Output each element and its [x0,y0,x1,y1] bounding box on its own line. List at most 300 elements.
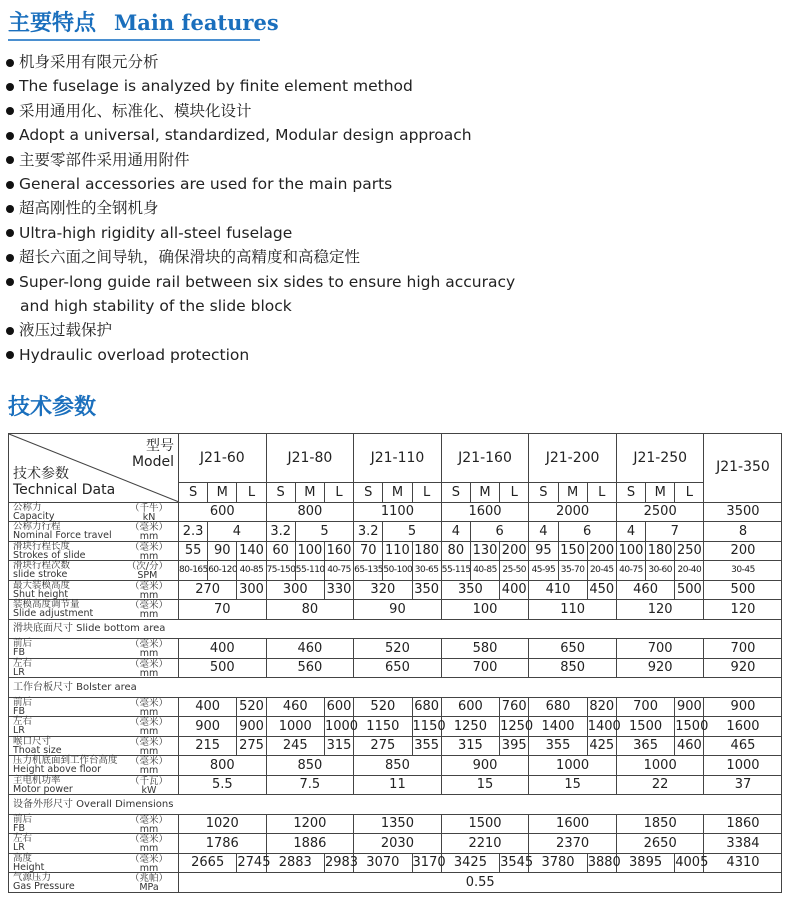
corner-tech [13,466,115,498]
row-label [9,561,179,581]
label-en: Shut height [13,588,69,600]
row-label [9,814,179,834]
unit-cn: （毫米） [129,834,168,845]
main-features-heading [8,6,279,37]
section-title: 滑块底面尺寸 Slide bottom area [9,619,782,639]
spec-value: 110 [383,541,412,561]
row-label [9,717,179,737]
label-cn: 压力机底面到工作台高度 [13,755,118,767]
spec-value: 7 [646,522,704,542]
feature-item [6,245,515,269]
feature-item [6,74,515,98]
feature-item [6,148,515,172]
label-en: LR [13,666,25,678]
spec-value: 350 [412,580,441,600]
section-row [9,619,782,639]
unit [127,562,168,580]
unit [130,738,168,756]
spec-row [9,756,782,776]
label-cn: 左右 [13,833,33,845]
spec-value: 1886 [266,834,354,854]
spec-value: 3880 [587,853,616,873]
spec-value: 30-45 [704,561,782,581]
spec-value: 40-75 [324,561,353,581]
spec-value: 300 [237,580,266,600]
size-label: S [179,483,208,503]
spec-value: 400 [500,580,529,600]
feature-text: General accessories are used for the main parts [19,175,393,194]
spec-row [9,522,782,542]
unit-cn: （毫米） [129,697,168,709]
unit-en: mm [139,531,159,542]
spec-value: 95 [529,541,558,561]
spec-value: 1500 [616,717,674,737]
label-cn: 高度 [13,852,33,864]
spec-value: 35-70 [558,561,587,581]
spec-value: 0.55 [179,873,782,893]
unit-en: mm [139,706,159,718]
tech-en: Technical Data [13,481,116,498]
spec-value: 11 [354,775,442,795]
bullet-icon [6,83,14,91]
spec-value: 200 [704,541,782,561]
spec-row [9,561,782,581]
spec-value: 100 [441,600,529,620]
unit-en: mm [139,765,159,776]
label-en: Capacity [13,510,55,522]
label-cn: 装模高度调节量 [13,599,80,611]
section-row [9,795,782,815]
spec-value: 700 [616,639,704,659]
spec-value: 3.2 [266,522,295,542]
spec-row [9,580,782,600]
label-en: Gas Pressure [13,881,75,893]
section-title: 工作台板尺寸 Bolster area [9,678,782,698]
unit-en: mm [139,745,159,757]
spec-value: 3545 [500,853,529,873]
spec-value: 850 [354,756,442,776]
spec-value: 30-65 [412,561,441,581]
spec-value: 820 [587,697,616,717]
spec-value: 900 [675,697,704,717]
feature-text: 超长六面之间导轨，确保滑块的高精度和高稳定性 [19,248,361,267]
unit [130,543,168,561]
size-label: L [500,483,529,503]
spec-value: 680 [412,697,441,717]
bullet-icon [6,205,14,213]
feature-item [6,50,515,74]
spec-value: 70 [354,541,383,561]
spec-value: 1020 [179,814,267,834]
unit-en: mm [139,589,159,601]
spec-value: 250 [675,541,704,561]
spec-value: 130 [470,541,499,561]
spec-value: 3425 [441,853,499,873]
section-title: 设备外形尺寸 Overall Dimensions [9,795,782,815]
unit-en: kW [141,784,157,796]
model-name: J21-250 [616,434,704,483]
spec-value: 920 [616,658,704,678]
label-en: Slide adjustment [13,608,94,620]
row-label [9,736,179,756]
spec-value: 3780 [529,853,587,873]
spec-value: 850 [529,658,617,678]
spec-value: 1150 [354,717,412,737]
spec-value: 180 [412,541,441,561]
spec-value: 140 [237,541,266,561]
spec-value: 65-135 [354,561,383,581]
bullet-icon [6,254,14,262]
unit [130,757,168,775]
bullet-icon [6,132,14,140]
spec-value: 1860 [704,814,782,834]
spec-value: 600 [441,697,499,717]
size-label: M [295,483,324,503]
unit-cn: （千瓦） [129,775,168,787]
spec-value: 2745 [237,853,266,873]
model-name: J21-110 [354,434,442,483]
spec-value: 520 [354,639,442,659]
spec-row [9,541,782,561]
spec-value: 8 [704,522,782,542]
label-cn: 左右 [13,657,33,669]
spec-value: 90 [354,600,442,620]
spec-row [9,853,782,873]
spec-row [9,639,782,659]
label-en: Motor power [13,783,73,795]
size-label: M [208,483,237,503]
spec-value: 1500 [441,814,529,834]
spec-value: 2030 [354,834,442,854]
label-en: FB [13,647,25,659]
bullet-icon [6,327,14,335]
spec-value: 30-60 [646,561,675,581]
model-name: J21-350 [704,434,782,503]
unit-cn: （毫米） [129,717,168,728]
spec-value: 3895 [616,853,674,873]
spec-value: 450 [587,580,616,600]
spec-table [8,433,782,893]
size-label: S [616,483,645,503]
feature-item [6,99,515,123]
spec-value: 400 [179,697,237,717]
model-name: J21-200 [529,434,617,483]
unit-en: mm [139,667,159,679]
spec-value: 1400 [529,717,587,737]
spec-value: 4005 [675,853,704,873]
spec-value: 760 [500,697,529,717]
spec-row [9,775,782,795]
spec-value: 100 [616,541,645,561]
label-cn: 滑块行程次数 [13,560,71,572]
bullet-icon [6,181,14,189]
spec-value: 1150 [412,717,441,737]
unit-en: SPM [137,570,158,581]
spec-value: 200 [500,541,529,561]
spec-value: 55-115 [441,561,470,581]
spec-value: 215 [179,736,237,756]
spec-value: 365 [616,736,674,756]
spec-value: 2500 [616,502,704,522]
spec-value: 700 [704,639,782,659]
label-en: Height above floor [13,764,102,776]
label-cn: 公称力行程 [13,521,61,533]
spec-value: 1100 [354,502,442,522]
spec-value: 520 [354,697,412,717]
spec-value: 245 [266,736,324,756]
spec-value: 900 [704,697,782,717]
spec-value: 40-85 [470,561,499,581]
spec-value: 5 [383,522,441,542]
unit-cn: （毫米） [129,541,168,553]
spec-value: 2650 [616,834,704,854]
unit [130,855,168,873]
spec-value: 80-165 [179,561,208,581]
feature-item [6,343,515,367]
label-en: LR [13,842,25,854]
label-cn: 最大装模高度 [13,579,71,591]
size-label: S [266,483,295,503]
spec-value: 90 [208,541,237,561]
spec-value: 460 [266,697,324,717]
label-cn: 前后 [13,638,33,650]
spec-value: 680 [529,697,587,717]
unit [130,816,168,834]
spec-value: 6 [558,522,616,542]
feature-item [6,270,515,294]
feature-text: 主要零部件采用通用附件 [19,150,190,169]
label-en: LR [13,725,25,737]
model-cn: 型号 [146,438,174,454]
unit [130,582,168,600]
spec-value: 460 [266,639,354,659]
spec-row [9,834,782,854]
feature-text: and high stability of the slide block [20,297,292,316]
spec-value: 315 [324,736,353,756]
size-label: L [412,483,441,503]
unit [130,835,168,853]
spec-value: 500 [704,580,782,600]
unit [130,699,168,717]
spec-value: 800 [266,502,354,522]
spec-value: 150 [558,541,587,561]
row-label [9,756,179,776]
spec-value: 120 [704,600,782,620]
bullet-icon [6,107,14,115]
spec-value: 4 [441,522,470,542]
spec-value: 6 [470,522,528,542]
heading-underline [8,39,260,41]
spec-value: 500 [179,658,267,678]
row-label [9,834,179,854]
spec-row [9,873,782,893]
unit-en: mm [139,648,159,659]
label-en: Thoat size [13,744,62,756]
unit-en: kN [142,511,156,523]
spec-value: 5 [295,522,353,542]
row-label [9,873,179,893]
bullet-icon [6,278,14,286]
spec-value: 350 [441,580,499,600]
spec-value: 600 [324,697,353,717]
size-label: S [441,483,470,503]
feature-item [6,123,515,147]
spec-value: 50-100 [383,561,412,581]
spec-value: 900 [441,756,529,776]
model-name: J21-80 [266,434,354,483]
spec-value: 355 [529,736,587,756]
row-label [9,697,179,717]
spec-value: 1350 [354,814,442,834]
unit-en: mm [139,609,159,620]
spec-value: 15 [441,775,529,795]
spec-value: 1600 [529,814,617,834]
row-label [9,600,179,620]
label-cn: 前后 [13,696,33,708]
spec-value: 1200 [266,814,354,834]
label-en: FB [13,822,25,834]
spec-value: 200 [587,541,616,561]
spec-value: 2210 [441,834,529,854]
spec-value: 395 [500,736,529,756]
unit-en: mm [139,823,159,835]
spec-value: 1400 [587,717,616,737]
spec-value: 500 [675,580,704,600]
spec-value: 270 [179,580,237,600]
spec-value: 275 [237,736,266,756]
label-cn: 公称力 [13,501,42,513]
spec-value: 700 [441,658,529,678]
row-label [9,522,179,542]
heading-en: Main features [114,10,279,35]
feature-text: 液压过载保护 [19,321,113,340]
spec-value: 2370 [529,834,617,854]
spec-value: 4310 [704,853,782,873]
unit-cn: （毫米） [129,853,168,865]
spec-value: 180 [646,541,675,561]
unit-en: mm [139,843,159,854]
row-label [9,853,179,873]
spec-value: 1250 [441,717,499,737]
unit-en: MPa [139,882,159,893]
unit-cn: （次/分） [126,561,168,572]
label-cn: 喉口尺寸 [13,735,52,747]
label-en: FB [13,705,25,717]
spec-value: 460 [616,580,674,600]
spec-value: 120 [616,600,704,620]
spec-value: 700 [616,697,674,717]
unit-en: mm [139,550,159,562]
unit-cn: （毫米） [129,814,168,826]
unit [130,601,168,619]
spec-value: 2665 [179,853,237,873]
spec-value: 70 [179,600,267,620]
unit-cn: （毫米） [129,600,168,611]
feature-text: Super-long guide rail between six sides to ensure high accuracy [19,272,516,291]
spec-value: 40-75 [616,561,645,581]
bullet-icon [6,229,14,237]
feature-text: Hydraulic overload protection [19,345,250,364]
spec-value: 3170 [412,853,441,873]
unit-cn: （毫米） [129,639,168,650]
spec-value: 300 [266,580,324,600]
feature-item [6,172,515,196]
label-cn: 主电机功率 [13,774,61,786]
unit-en: mm [139,726,159,737]
bullet-icon [6,59,14,67]
spec-value: 410 [529,580,587,600]
size-label: L [675,483,704,503]
spec-value: 2883 [266,853,324,873]
features-list [6,50,515,367]
spec-value: 20-40 [675,561,704,581]
spec-row [9,658,782,678]
spec-value: 60-120 [208,561,237,581]
spec-value: 1000 [616,756,704,776]
row-label [9,775,179,795]
spec-value: 580 [441,639,529,659]
feature-text: The fuselage is analyzed by finite element method [19,77,413,96]
spec-value: 1000 [266,717,324,737]
label-en: Nominal Force travel [13,530,112,542]
spec-value: 1500 [675,717,704,737]
unit-cn: （毫米） [129,736,168,748]
label-en: slide stroke [13,569,68,581]
bullet-icon [6,351,14,359]
spec-value: 3500 [704,502,782,522]
unit-cn: （千牛） [129,502,168,514]
spec-value: 355 [412,736,441,756]
spec-value: 520 [237,697,266,717]
spec-value: 75-150 [266,561,295,581]
corner-model [132,438,174,470]
tech-cn: 技术参数 [13,465,69,482]
size-label: S [354,483,383,503]
bullet-icon [6,156,14,164]
spec-value: 60 [266,541,295,561]
unit-cn: （兆帕） [129,873,168,884]
spec-value: 22 [616,775,704,795]
unit [130,718,168,736]
unit [130,640,168,658]
row-label [9,639,179,659]
spec-value: 800 [179,756,267,776]
label-en: Strokes of slide [13,549,86,561]
model-header-row [9,434,782,483]
spec-value: 1000 [324,717,353,737]
spec-value: 1000 [704,756,782,776]
spec-value: 160 [324,541,353,561]
spec-value: 275 [354,736,412,756]
feature-text: 机身采用有限元分析 [19,53,159,71]
spec-value: 1000 [529,756,617,776]
spec-value: 4 [616,522,645,542]
spec-row [9,697,782,717]
size-label: L [237,483,266,503]
spec-row [9,502,782,522]
label-cn: 前后 [13,813,33,825]
row-label [9,658,179,678]
size-label: L [324,483,353,503]
spec-value: 650 [529,639,617,659]
spec-value: 55 [179,541,208,561]
unit [130,777,168,795]
spec-value: 850 [266,756,354,776]
spec-value: 80 [266,600,354,620]
spec-value: 900 [179,717,237,737]
spec-value: 15 [529,775,617,795]
unit [130,660,168,678]
